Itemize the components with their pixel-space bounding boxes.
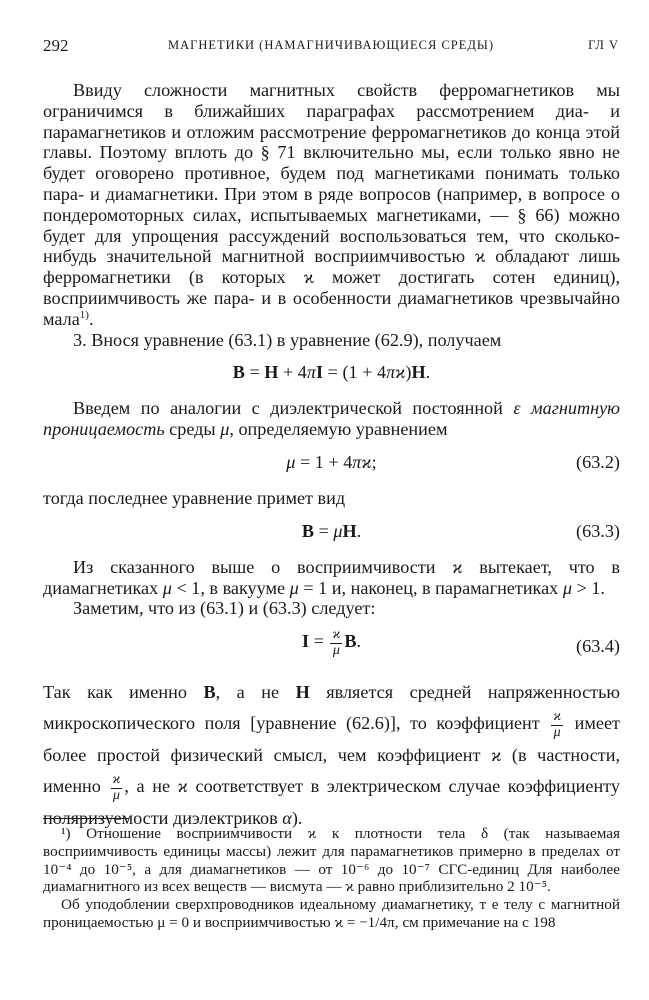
equation-number: (63.4) [576,636,620,657]
equation [43,359,620,389]
equation-63-2 [43,449,620,479]
equation-formula: I = $\frac{ϰ}{\mu}$ B. [302,627,361,659]
equation-63-4 [43,628,620,668]
paragraph: Из сказанного выше о восприимчивости ϰ вытекает, что в диамагнетиках μ < 1, в вакууме μ = 1 и, наконец, в парамагнетиках μ > 1. [43,556,621,598]
equation-formula: B = H + 4πI = (1 + 4πϰ)H. [232,362,431,383]
running-title: МАГНЕТИКИ (НАМАГНИЧИВАЮЩИЕСЯ СРЕДЫ) [168,38,494,52]
paragraph: Ввиду сложности магнитных свойств ферромагнетиков мы ограничимся в ближайших параграфах рассмотрением диа- и парамагнетиков и отложим рассмотрение ферромагнетиков до конца этой главы. Поэтому вплоть до § 71 включительно мы, если только явно не будет оговорено противное, будем под магнетиками понимать только пара- и диамагнетики. При этом в ряде вопросов (например, в вопросе о пондеромоторных силах, испытываемых магнетиками, — § 66) можно будет для упрощения рассуждений воспользоваться тем, что сколько-нибудь значительной магнитной восприимчивостью ϰ обладают лишь ферромагнетики (в которых ϰ может достигать сотен единиц), восприимчивость же пара- и в особенности диамагнетиков чрезвычайно мала$^{1)}$. [43,80,620,329]
equation-number: (63.3) [576,520,620,541]
paragraph: Введем по аналогии с диэлектрической постоянной ε магнитную проницаемость среды μ, определяемую уравнением [43,398,620,440]
paragraph: Заметим, что из (63.1) и (63.3) следует: [73,598,376,619]
fraction: $\frac{ϰ}{\mu}$ [112,771,121,803]
fraction: $\frac{ϰ}{\mu}$ [332,627,341,659]
main-text [43,80,620,834]
term-magnetic-permeability: магнитную проницаемость [43,398,620,440]
equation-number: (63.2) [576,451,620,472]
paragraph: Так как именно B, а не H является средней напряженностью микроскопического поля [уравнение (62.6)], то коэффициент $\frac{ϰ}{\mu}$ имеет более простой физический смысл, чем коэффициент ϰ (в частности, именно $\frac{ϰ}{\mu}$ , а не ϰ соответствует в электрическом случае коэффициенту поляризуемости диэлектриков α). [43,682,620,828]
footnote-marker: 1) [79,308,89,321]
paragraph: тогда последнее уравнение примет вид [43,487,346,508]
paragraph: 3. Внося уравнение (63.1) в уравнение (62.9), получаем [73,329,502,350]
page-header [43,36,619,60]
fraction: $\frac{ϰ}{\mu}$ [553,708,562,740]
equation-63-3 [43,518,620,548]
footnote-divider [43,818,129,819]
footnotes [43,825,620,932]
footnote: ¹) Отношение восприимчивости ϰ к плотности тела δ (так называемая восприимчивость единицы массы) лежит для парамагнетиков примерно в пределах от 10⁻⁴ до 10⁻⁵, а для диамагнетиков — от 10⁻⁶ до 10⁻⁷ СГС-единиц Для наиболее диамагнитного из всех веществ — висмута — ϰ равно приблизительно 2 10⁻⁵. [43,825,620,896]
equation-formula: B = μH. [301,520,362,541]
page-number: 292 [43,36,69,55]
chapter-label: ГЛ V [588,38,619,52]
footnote: Об уподоблении сверхпроводников идеальному диамагнетику, т е телу с магнитной проницаемостью μ = 0 и восприимчивостью ϰ = −1/4π, см примечание на с 198 [43,896,620,931]
equation-formula: μ = 1 + 4πϰ; [286,451,377,472]
